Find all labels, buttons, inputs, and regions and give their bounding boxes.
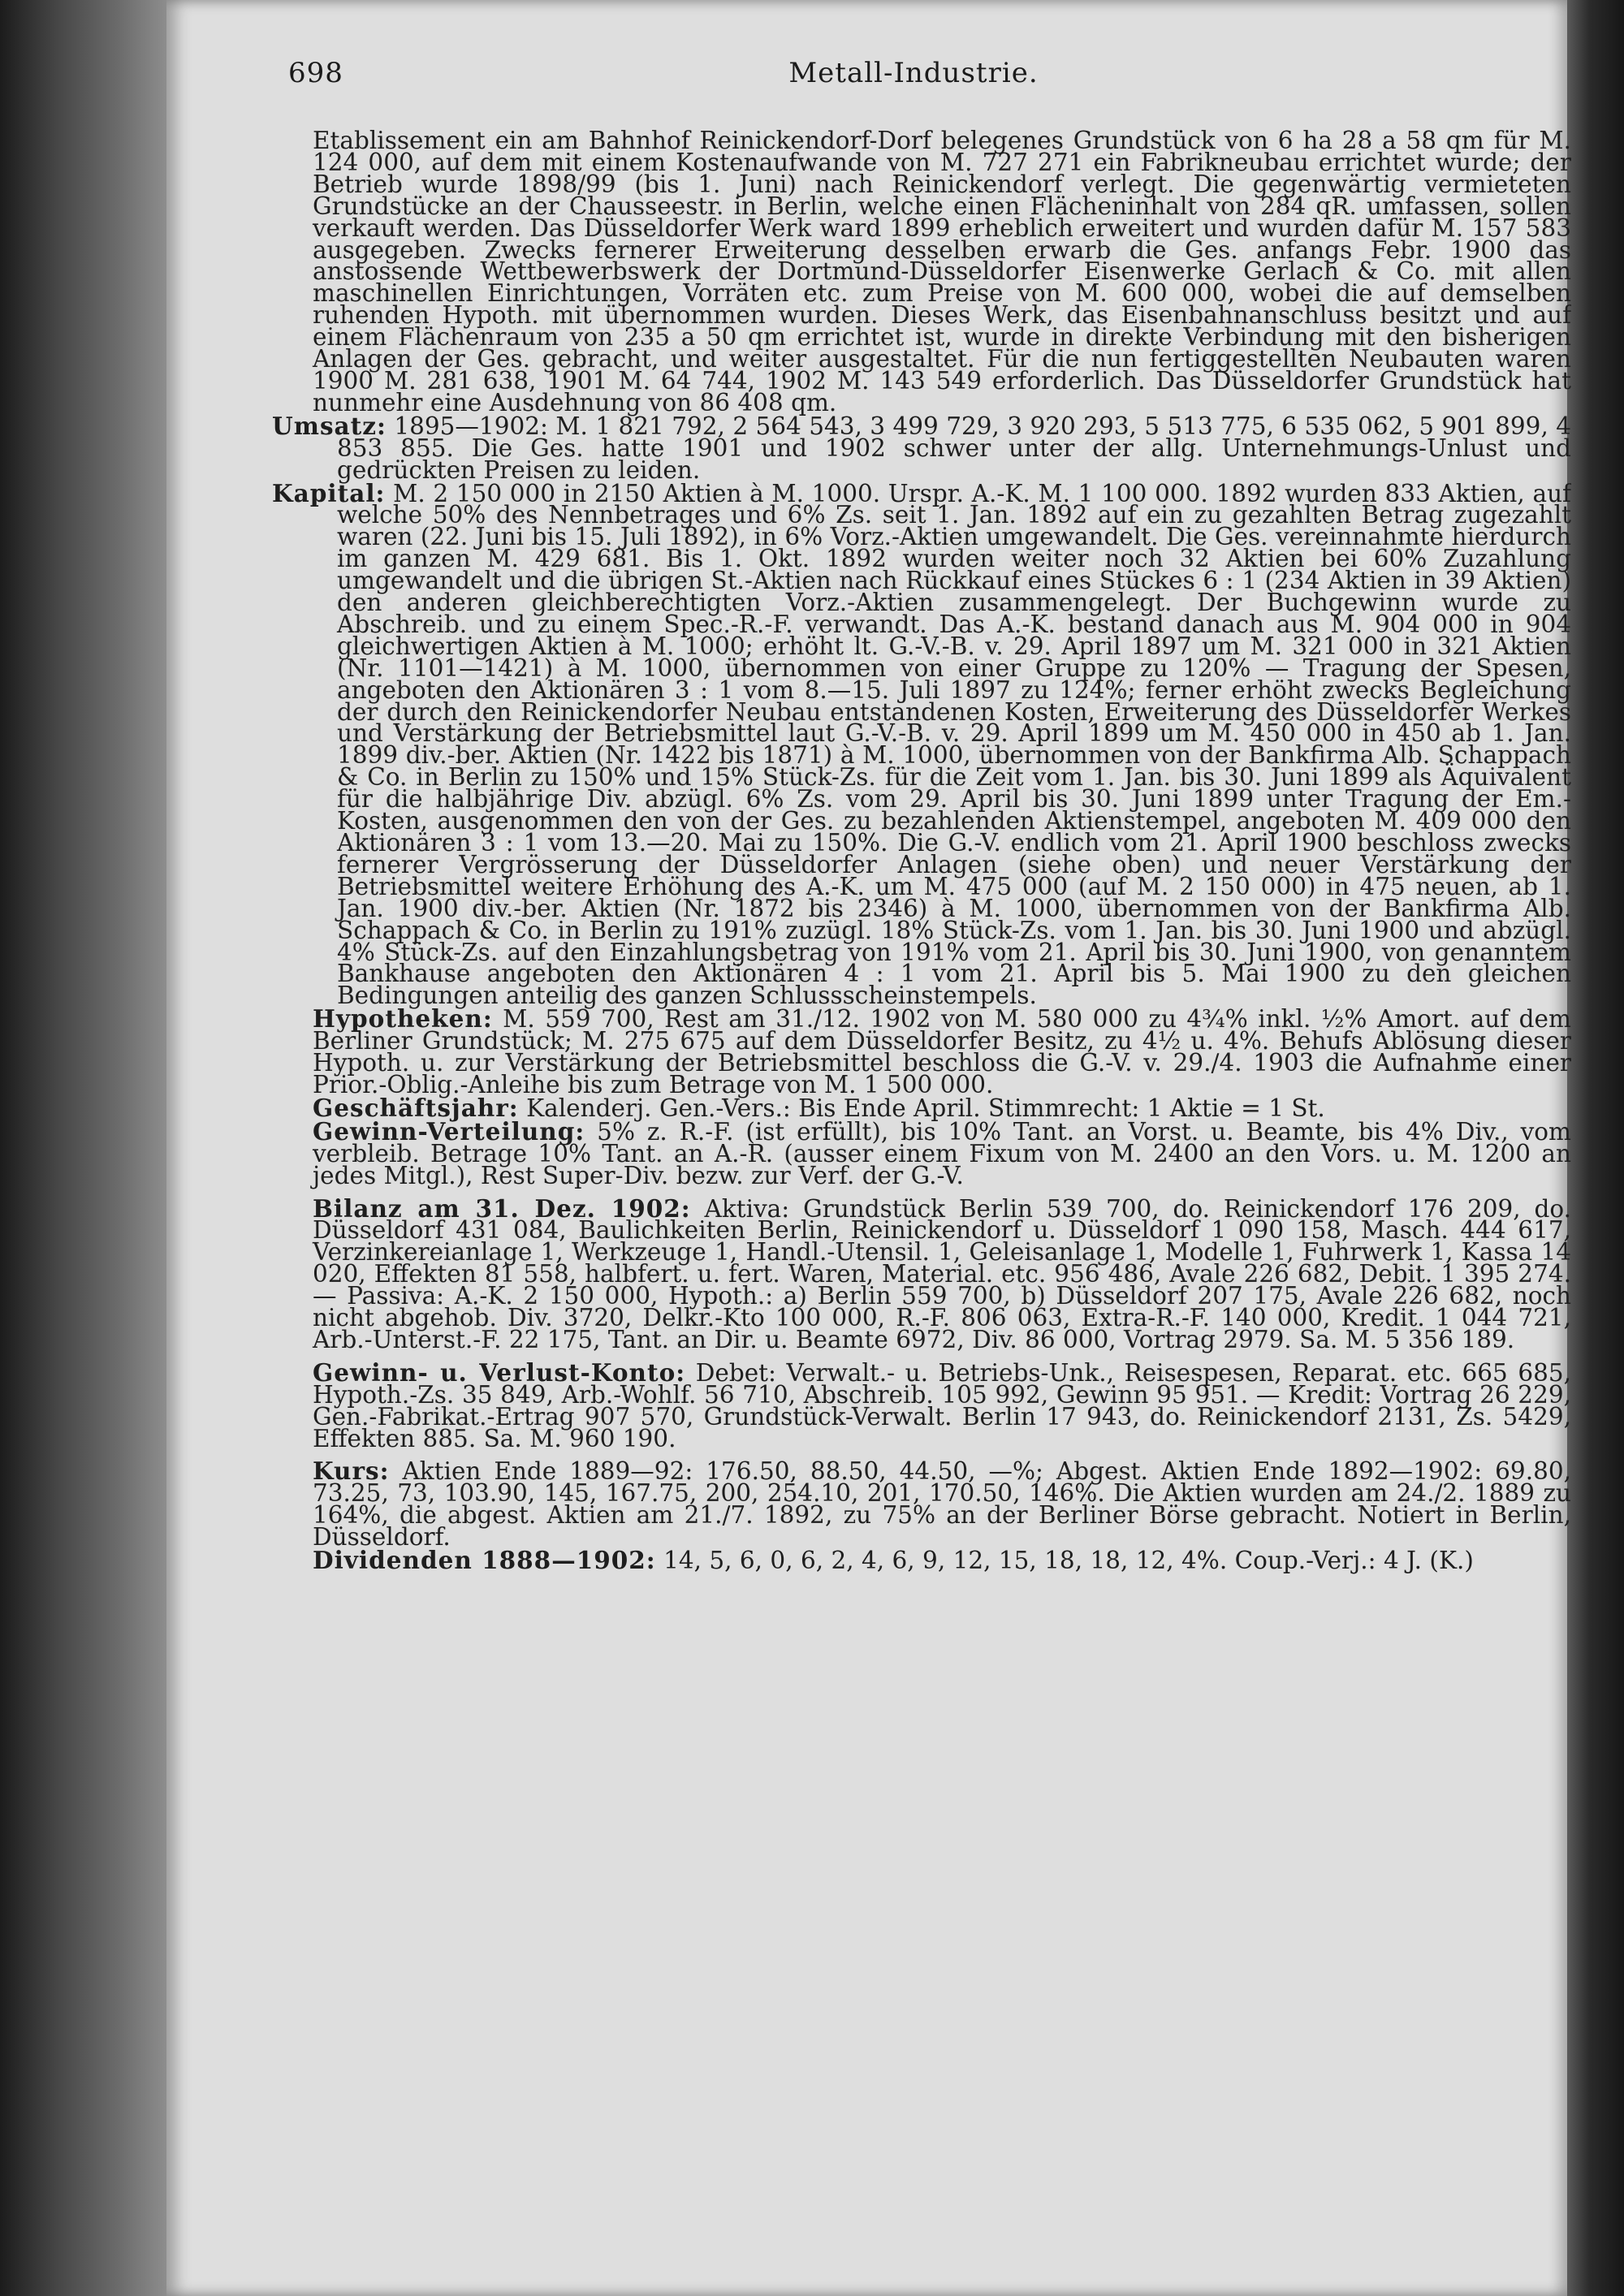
section-text: 14, 5, 6, 0, 6, 2, 4, 6, 9, 12, 15, 18, 18, 12, 4%. Coup.-Verj.: 4 J. (K.) [663, 1547, 1474, 1575]
section-label: Kurs: [313, 1457, 390, 1486]
section-text: 1895—1902: M. 1 821 792, 2 564 543, 3 499 729, 3 920 293, 5 513 775, 6 535 062, 5 901 899, 4 853 855. Die Ges. hatte 1901 und 1902 schwer unter der allg. Unternehmungs-Unlust und gedrückten Preisen zu leiden. [337, 412, 1571, 484]
page-header [288, 57, 1539, 97]
section-label: Bilanz am 31. Dez. 1902: [313, 1193, 691, 1223]
section-umsatz [272, 411, 1571, 484]
section-label: Gewinn-Verteilung: [313, 1116, 585, 1146]
section-label: Dividenden 1888—1902: [313, 1546, 656, 1575]
section-etablissement [272, 130, 1571, 414]
section-label: Geschäftsjahr: [313, 1093, 519, 1122]
page-number: 698 [288, 57, 343, 89]
page-sheet [166, 0, 1571, 2296]
section-label: Hypotheken: [313, 1004, 493, 1034]
section-text: Debet: Verwalt.- u. Betriebs-Unk., Reisespesen, Reparat. etc. 665 685, Hypoth.-Zs. 35 849, Arb.-Wohlf. 56 710, Abschreib. 105 992, Gewinn 95 951. — Kredit: Vortrag 26 229, Gen.-Fabrikat.-Ertrag 907 570, Grundstück-Verwalt. Berlin 17 943, do. Reinickendorf 2131, Zs. 5429, Effekten 885. Sa. M. 960 190. [313, 1358, 1571, 1452]
section-label: Gewinn- u. Verlust-Konto: [313, 1357, 686, 1387]
section-kapital [272, 478, 1571, 1010]
section-bilanz [272, 1193, 1571, 1353]
section-text: M. 2 150 000 in 2150 Aktien à M. 1000. Urspr. A.-K. M. 1 100 000. 1892 wurden 833 Aktien, auf welche 50% des Nennbetrages und 6% Zs. seit 1. Jan. 1892 auf ein zu gezahlten Betrag zugezahlt waren (22. Juni bis 15. Juli 1892), in 6% Vorz.-Aktien umgewandelt. Die Ges. vereinnahmte hierdurch im ganzen M. 429 681. Bis 1. Okt. 1892 wurden weiter noch 32 Aktien bei 60% Zuzahlung umgewandelt und die übrigen St.-Aktien nach Rückkauf eines Stückes 6 : 1 (234 Aktien in 39 Aktien) den anderen gleichberechtigten Vorz.-Aktien zusammengelegt. Der Buchgewinn wurde zu Abschreib. und zu einem Spec.-R.-F. verwandt. Das A.-K. bestand danach aus M. 904 000 in 904 gleichwertigen Aktien à M. 1000; erhöht lt. G.-V.-B. v. 29. April 1897 um M. 321 000 in 321 Aktien (Nr. 1101—1421) à M. 1000, übernommen von einer Gruppe zu 120% — Tragung der Spesen, angeboten den Aktionären 3 : 1 vom 8.—15. Juli 1897 zu 124%; ferner erhöht zwecks Begleichung der durch den Reinickendorfer Neubau entstandenen Kosten, Erweiterung des Düsseldorfer Werkes und Verstärkung der Betriebsmittel laut G.-V.-B. v. 29. April 1899 um M. 450 000 in 450 ab 1. Jan. 1899 div.-ber. Aktien (Nr. 1422 bis 1871) à M. 1000, übernommen von der Bankfirma Alb. Schappach & Co. in Berlin zu 150% und 15% Stück-Zs. für die Zeit vom 1. Jan. bis 30. Juni 1899 als Äquivalent für die halbjährige Div. abzügl. 6% Zs. vom 29. April bis 30. Juni 1899 unter Tragung der Em.-Kosten, ausgenommen den von der Ges. zu bezahlenden Aktienstempel, angeboten M. 409 000 den Aktionären 3 : 1 vom 13.—20. Mai zu 150%. Die G.-V. endlich vom 21. April 1900 beschloss zwecks fernerer Vergrösserung der Düsseldorfer Anlagen (siehe oben) und neuer Verstärkung der Betriebsmittel weitere Erhöhung des A.-K. um M. 475 000 (auf M. 2 150 000) in 475 neuen, ab 1. Jan. 1900 div.-ber. Aktien (Nr. 1872 bis 2346) à M. 1000, übernommen von der Bankfirma Alb. Schappach & Co. in Berlin zu 191% zuzügl. 18% Stück-Zs. vom 1. Jan. bis 30. Juni 1900 und abzügl. 4% Stück-Zs. auf den Einzahlungsbetrag von 191% vom 21. April bis 30. Juni 1900, von genanntem Bankhause angeboten den Aktionären 4 : 1 vom 21. April bis 5. Mai 1900 zu den gleichen Bedingungen anteilig des ganzen Schlussscheinstempels. [337, 479, 1571, 1010]
section-dividenden [272, 1546, 1571, 1575]
section-text: 5% z. R.-F. (ist erfüllt), bis 10% Tant. an Vorst. u. Beamte, bis 4% Div., vom verbleib. Betrage 10% Tant. an A.-R. (ausser einem Fixum von M. 2400 an den Vors. u. M. 1200 an jedes Mitgl.), Rest Super-Div. bezw. zur Verf. der G.-V. [313, 1117, 1571, 1189]
section-text: Aktien Ende 1889—92: 176.50, 88.50, 44.50, —%; Abgest. Aktien Ende 1892—1902: 69.80, 73.25, 73, 103.90, 145, 167.75, 200, 254.10, 201, 170.50, 146%. Die Aktien wurden am 24./2. 1889 zu 164%, die abgest. Aktien am 21./7. 1892, zu 75% an der Berliner Börse gebracht. Notiert in Berlin, Düsseldorf. [313, 1457, 1571, 1552]
section-text: M. 559 700, Rest am 31./12. 1902 von M. 580 000 zu 4¾% inkl. ½% Amort. auf dem Berliner Grundstück; M. 275 675 auf dem Düsseldorfer Besitz, zu 4½ u. 4%. Behufs Ablösung dieser Hypoth. u. zur Verstärkung der Betriebsmittel beschloss die G.-V. v. 29./4. 1903 die Aufnahme einer Prior.-Oblig.-Anleihe bis zum Betrage von M. 1 500 000. [313, 1005, 1571, 1098]
section-geschaeftsjahr [272, 1093, 1571, 1122]
section-label: Kapital: [272, 478, 386, 507]
section-text: Kalenderj. Gen.-Vers.: Bis Ende April. Stimmrecht: 1 Aktie = 1 St. [526, 1094, 1325, 1122]
section-kurs [272, 1457, 1571, 1552]
section-gewinn-verlust-konto [272, 1357, 1571, 1452]
page-body [272, 130, 1571, 2257]
section-hypotheken [272, 1004, 1571, 1098]
section-text: Etablissement ein am Bahnhof Reinickendorf-Dorf belegenes Grundstück von 6 ha 28 a 58 qm für M. 124 000, auf dem mit einem Kostenaufwande von M. 727 271 ein Fabrikneubau errichtet wurde; der Betrieb wurde 1898/99 (bis 1. Juni) nach Reinickendorf verlegt. Die gegenwärtig vermieteten Grundstücke an der Chausseestr. in Berlin, welche einen Flächeninhalt von 284 qR. umfassen, sollen verkauft werden. Das Düsseldorfer Werk ward 1899 erheblich erweitert und wurden dafür M. 157 583 ausgegeben. Zwecks fernerer Erweiterung desselben erwarb die Ges. anfangs Febr. 1900 das anstossende Wettbewerbswerk der Dortmund-Düsseldorfer Eisenwerke Gerlach & Co. mit allen maschinellen Einrichtungen, Vorräten etc. zum Preise von M. 600 000, wobei die auf demselben ruhenden Hypoth. mit übernommen wurden. Dieses Werk, das Eisenbahnanschluss besitzt und auf einem Flächenraum von 235 a 50 qm errichtet ist, wurde in direkte Verbindung mit den bisherigen Anlagen der Ges. gebracht, und weiter ausgestaltet. Für die nun fertiggestellten Neubauten waren 1900 M. 281 638, 1901 M. 64 744, 1902 M. 143 549 erforderlich. Das Düsseldorfer Grundstück hat nunmehr eine Ausdehnung von 86 408 qm. [313, 130, 1571, 416]
section-label: Umsatz: [272, 411, 387, 440]
section-text: Aktiva: Grundstück Berlin 539 700, do. Reinickendorf 176 209, do. Düsseldorf 431 084, Baulichkeiten Berlin, Reinickendorf u. Düsseldorf 1 090 158, Masch. 444 617, Verzinkereianlage 1, Werkzeuge 1, Handl.-Utensil. 1, Geleisanlage 1, Modelle 1, Fuhrwerk 1, Kassa 14 020, Effekten 81 558, halbfert. u. fert. Waren, Material. etc. 956 486, Avale 226 682, Debit. 1 395 274. — Passiva: A.-K. 2 150 000, Hypoth.: a) Berlin 559 700, b) Düsseldorf 207 175, Avale 226 682, noch nicht abgehob. Div. 3720, Delkr.-Kto 100 000, R.-F. 806 063, Extra-R.-F. 140 000, Kredit. 1 044 721, Arb.-Unterst.-F. 22 175, Tant. an Dir. u. Beamte 6972, Div. 86 000, Vortrag 2979. Sa. M. 5 356 189. [313, 1194, 1571, 1353]
running-head: Metall-Industrie. [788, 57, 1039, 89]
book-edge-right [1567, 0, 1624, 2296]
book-gutter-left [0, 0, 166, 2296]
section-gewinn-verteilung [272, 1116, 1571, 1189]
